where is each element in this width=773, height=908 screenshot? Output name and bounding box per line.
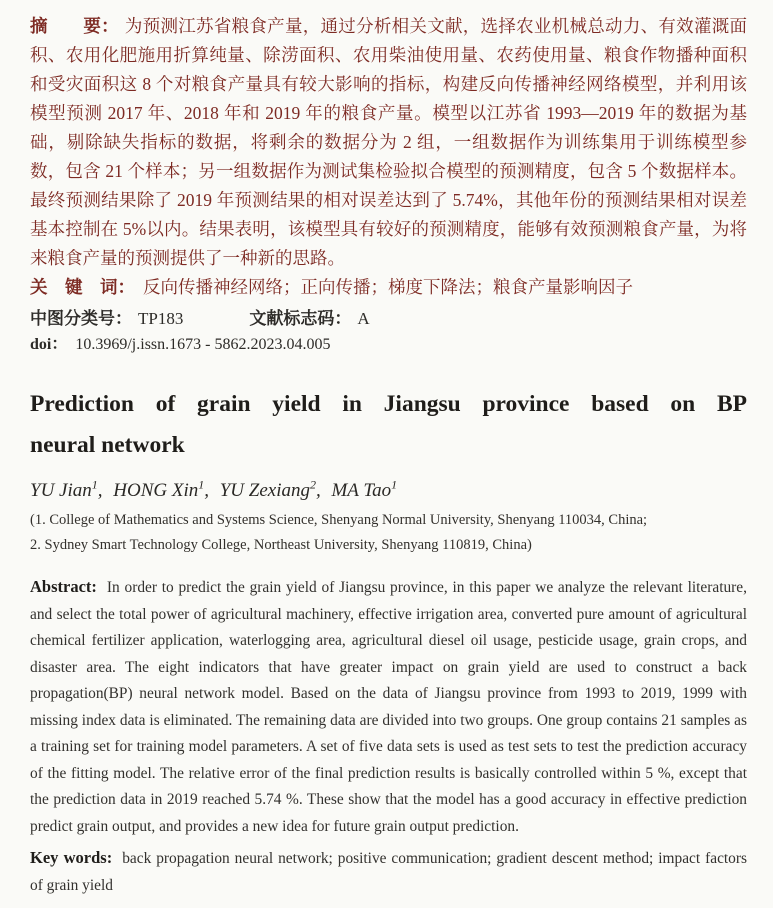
author-name: YU Zexiang bbox=[219, 480, 310, 501]
chinese-abstract-text: 为预测江苏省粮食产量，通过分析相关文献，选择农业机械总动力、有效灌溉面积、农用化肥施用折算纯量、除涝面积、农用柴油使用量、农药使用量、粮食作物播种面积和受灾面积这 8 个对粮食产量具有较大影响的指标，构建反向传播神经网络模型，并利用该模型预测 2017 年、2018 年和 2019 年的粮食产量。模型以江苏省 1993—2019 年的数据为基础，剔除缺失指标的数据，将剩余的数据分为 2 组，一组数据作为训练集用于训练模型参数，包含 21 个样本；另一组数据作为测试集检验拟合模型的预测精度，包含 5 个数据样本。最终预测结果除了 2019 年预测结果的相对误差达到了 5.74%，其他年份的预测结果相对误差基本控制在 5%以内。结果表明，该模型具有较好的预测精度，能够有效预测粮食产量，为将来粮食产量的预测提供了一种新的思路。 bbox=[30, 16, 748, 268]
paper-title-line-2: neural network bbox=[30, 432, 185, 458]
author-name: MA Tao bbox=[331, 480, 392, 501]
doi-value: 10.3969/j.issn.1673 - 5862.2023.04.005 bbox=[75, 336, 331, 353]
chinese-abstract bbox=[30, 12, 747, 273]
chinese-keywords-label: 关 键 词： bbox=[30, 277, 135, 297]
chinese-keywords-text: 反向传播神经网络；正向传播；梯度下降法；粮食产量影响因子 bbox=[143, 277, 633, 297]
paper-title-line-1: Prediction of grain yield in Jiangsu province based on BP bbox=[30, 391, 747, 417]
doi-line bbox=[30, 332, 747, 358]
english-abstract-label: Abstract: bbox=[30, 577, 97, 596]
document-code-value: A bbox=[357, 309, 370, 328]
affiliation-line-2: 2. Sydney Smart Technology College, Northeast University, Shenyang 110819, China) bbox=[30, 537, 532, 553]
document-code-label: 文献标志码： bbox=[249, 309, 352, 328]
english-keywords-text: back propagation neural network; positive communication; gradient descent method; impact factors of grain yield bbox=[30, 850, 747, 894]
author-name: YU Jian bbox=[30, 480, 92, 501]
chinese-abstract-label: 摘 要： bbox=[30, 16, 119, 36]
english-keywords bbox=[30, 845, 747, 899]
affiliations bbox=[30, 508, 747, 558]
chinese-keywords bbox=[30, 273, 747, 302]
author-affiliation-superscript: 1 bbox=[91, 477, 98, 492]
author-affiliation-superscript: 2 bbox=[309, 477, 316, 492]
paper-title bbox=[30, 384, 747, 466]
author-affiliation-superscript: 1 bbox=[391, 477, 398, 492]
classification-line bbox=[30, 305, 747, 332]
clc-value: TP183 bbox=[138, 309, 184, 328]
affiliation-line-1: (1. College of Mathematics and Systems Science, Shenyang Normal University, Shenyang 110034, China; bbox=[30, 512, 648, 528]
author-name: HONG Xin bbox=[113, 480, 199, 501]
clc-label: 中图分类号： bbox=[30, 309, 132, 328]
english-abstract bbox=[30, 574, 747, 840]
english-keywords-label: Key words: bbox=[30, 848, 113, 867]
author-affiliation-superscript: 1 bbox=[198, 477, 205, 492]
doi-label: doi： bbox=[30, 336, 68, 353]
author-list bbox=[30, 476, 747, 506]
author-separator: , bbox=[204, 480, 214, 501]
author-separator: , bbox=[97, 480, 108, 501]
english-abstract-text: In order to predict the grain yield of Jiangsu province, in this paper we analyze the relevant literature, and select the total power of agricultural machinery, effective irrigation area, converted pure amount of agricultural chemical fertilizer application, waterlogging area, agricultural diesel oil usage, pesticide usage, grain crops, and disaster area. The eight indicators that have greater impact on grain yield are used to construct a back propagation(BP) neural network model. Based on the data of Jiangsu province from 1993 to 2019, 1999 with missing index data is eliminated. The remaining data are divided into two groups. One group contains 21 samples as a training set for training model parameters. A set of five data sets is used as test sets to test the prediction accuracy of the fitting model. The relative error of the final prediction results is basically controlled within 5 %, except that the prediction data in 2019 reached 5.74 %. These show that the model has a good accuracy in effective prediction predict grain output, and provides a new idea for future grain output prediction. bbox=[30, 579, 747, 835]
author-separator: , bbox=[315, 480, 326, 501]
